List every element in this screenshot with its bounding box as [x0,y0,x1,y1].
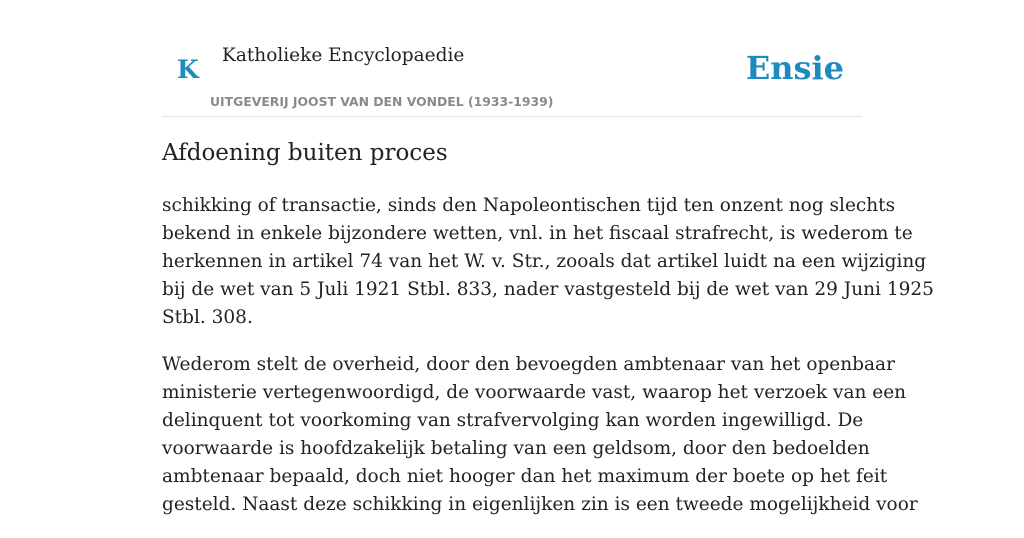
text-line: bekend in enkele bijzondere wetten, vnl. in het fiscaal strafrecht, is wederom te [162,223,913,244]
text-line: delinquent tot voorkoming van strafvervolging kan worden ingewilligd. De [162,410,864,431]
article-title: Afdoening buiten proces [162,140,448,166]
text-line: voorwaarde is hoofdzakelijk betaling van een geldsom, door den bedoelden [162,438,870,459]
site-header [162,0,862,117]
encyclopedia-logo[interactable]: K [177,55,199,84]
text-line: bij de wet van 5 Juli 1921 Stbl. 833, nader vastgesteld bij de wet van 29 Juni 1925 [162,279,934,300]
ensie-brand-logo[interactable]: Ensie [745,49,844,87]
article-body [162,192,934,538]
text-line: herkennen in artikel 74 van het W. v. Str., zooals dat artikel luidt na een wijziging [162,251,927,272]
publisher-subtitle: UITGEVERIJ JOOST VAN DEN VONDEL (1933-1939) [210,94,554,109]
text-line: ministerie vertegenwoordigd, de voorwaarde vast, waarop het verzoek van een [162,382,907,403]
encyclopedia-title-link[interactable]: Katholieke Encyclopaedie [222,45,465,66]
text-line: schikking of transactie, sinds den Napoleontischen tijd ten onzent nog slechts [162,195,896,216]
text-line: Wederom stelt de overheid, door den bevoegden ambtenaar van het openbaar [162,354,895,375]
text-line: ambtenaar bepaald, doch niet hooger dan het maximum der boete op het feit [162,466,888,487]
article-paragraph [162,192,934,332]
text-line: gesteld. Naast deze schikking in eigenlijken zin is een tweede mogelijkheid voor [162,494,918,515]
article-paragraph [162,351,918,519]
page-container [162,0,934,515]
text-line: Stbl. 308. [162,307,253,328]
